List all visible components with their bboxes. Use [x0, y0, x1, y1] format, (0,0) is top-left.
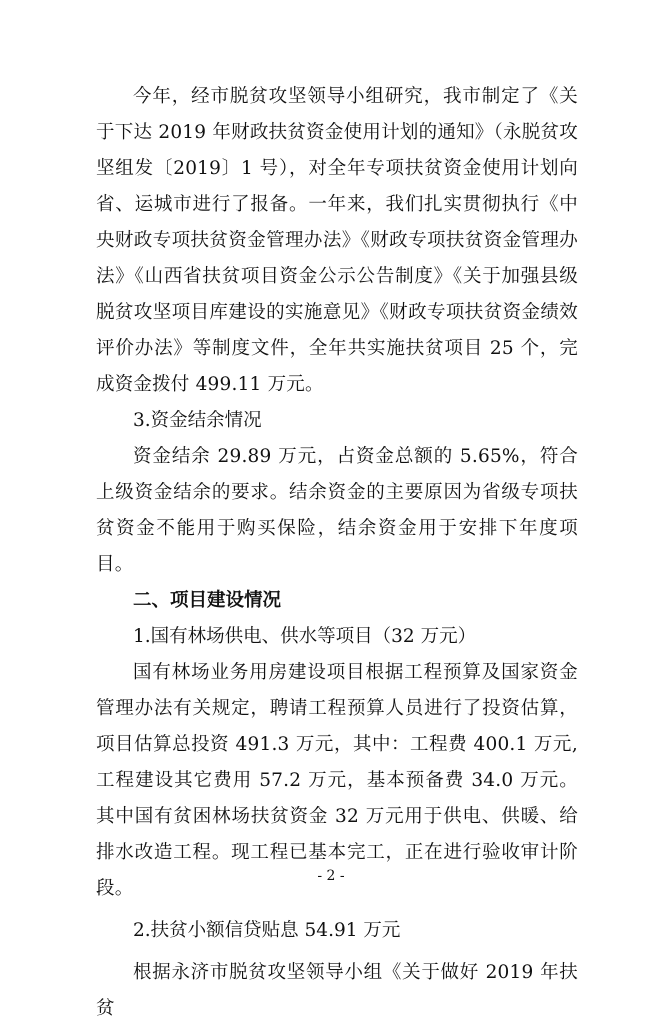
paragraph-micro-credit-subsidy: 根据永济市脱贫攻坚领导小组《关于做好 2019 年扶贫: [96, 962, 578, 1019]
heading-micro-credit-subsidy: 2.扶贫小额信贷贴息 54.91 万元: [133, 920, 401, 941]
paragraph-forest-farm-project: 国有林场业务用房建设项目根据工程预算及国家资金管理办法有关规定，聘请工程预算人员进行了投资估算，项目估算总投资 491.3 万元，其中：工程费 400.1 万元,工程建设其它费用 57.2 万元，基本预备费 34.0 万元。其中国有贫困林场扶贫资金 32 万元用于供电、供暖、给排水改造工程。现工程已基本完工，正在进行验收审计阶段。: [96, 662, 578, 899]
paragraph-fund-plan: 今年，经市脱贫攻坚领导小组研究，我市制定了《关于下达 2019 年财政扶贫资金使用计划的通知》（永脱贫攻坚组发〔2019〕1 号），对全年专项扶贫资金使用计划向省、运城市进行了报备。一年来，我们扎实贯彻执行《中央财政专项扶贫资金管理办法》《财政专项扶贫资金管理办法》《山西省扶贫项目资金公示公告制度》《关于加强县级脱贫攻坚项目库建设的实施意见》《财政专项扶贫资金绩效评价办法》等制度文件，全年共实施扶贫项目 25 个，完成资金拨付 499.11 万元。: [96, 86, 578, 395]
heading-fund-balance: 3.资金结余情况: [133, 410, 262, 431]
section-heading-project-construction: 二、项目建设情况: [133, 590, 282, 611]
document-body: [96, 79, 578, 1027]
paragraph-fund-balance: 资金结余 29.89 万元，占资金总额的 5.65%，符合上级资金结余的要求。结余资金的主要原因为省级专项扶贫资金不能用于购买保险，结余资金用于安排下年度项目。: [96, 446, 578, 575]
heading-forest-farm-project: 1.国有林场供电、供水等项目（32 万元）: [133, 626, 477, 647]
page-number: - 2 -: [317, 868, 345, 884]
